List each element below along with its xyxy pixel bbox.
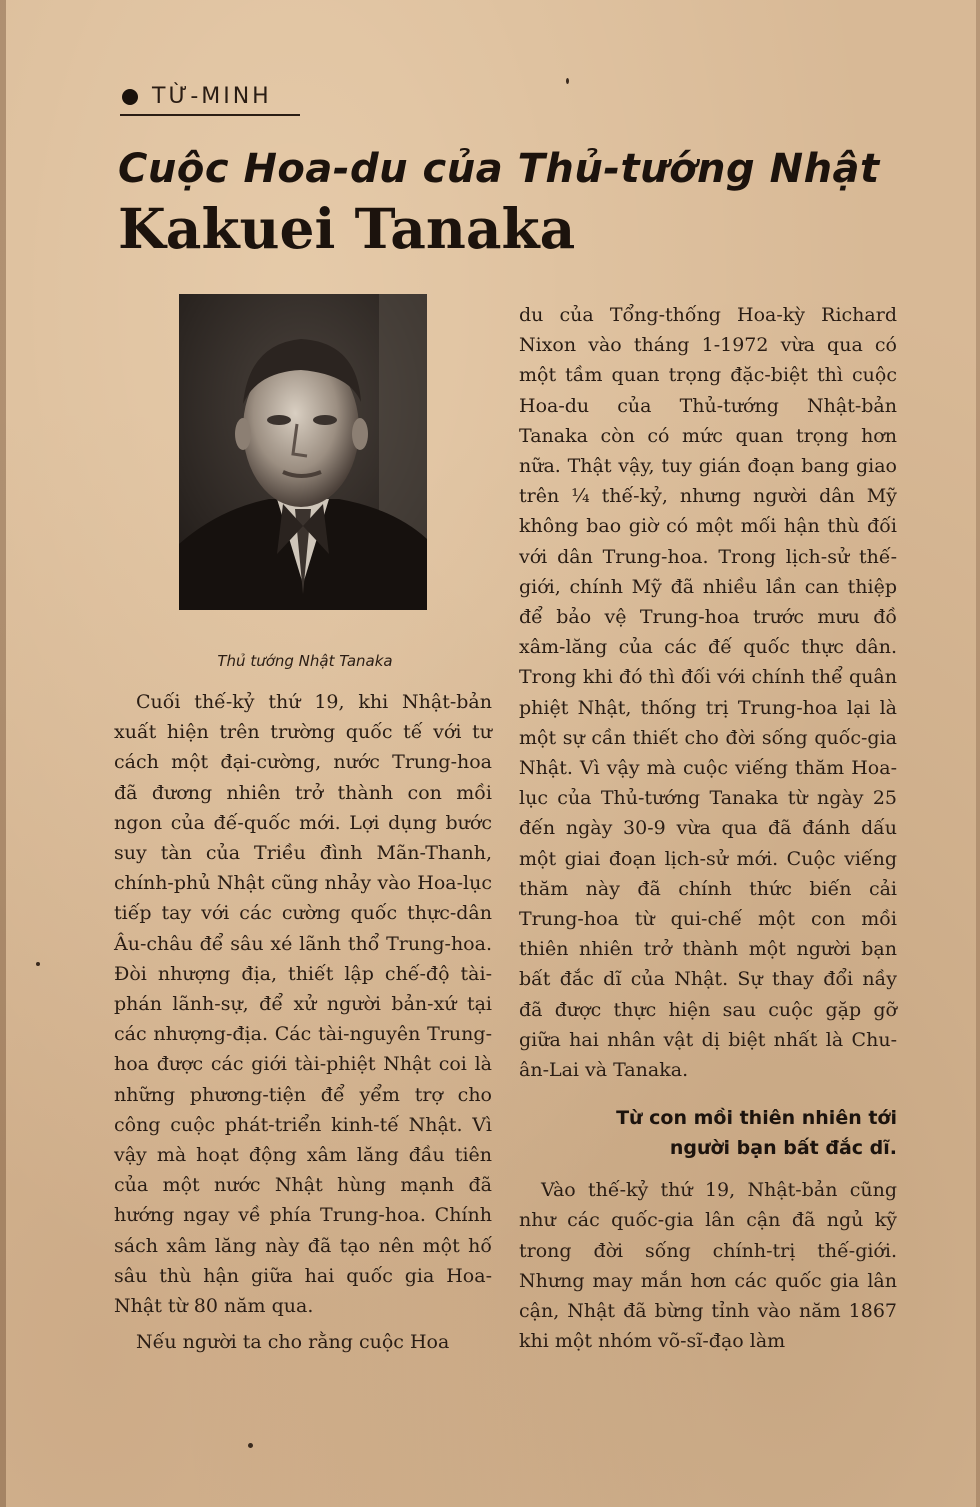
- author-byline: [122, 84, 272, 109]
- article-title-line-1: Cuộc Hoa-du của Thủ-tướng Nhật: [118, 146, 880, 192]
- ink-speck: [36, 962, 40, 966]
- right-paragraph-2: Vào thế-kỷ thứ 19, Nhật-bản cũng như các quốc-gia lân cận đã ngủ kỹ trong đời sống chính-trị thế-giới. Nhưng may mắn hơn các quốc gia lân cận, Nhật đã bừng tỉnh vào năm 1867 khi một nhóm võ-sĩ-đạo làm: [519, 1179, 897, 1353]
- article-title-line-2: Kakuei Tanaka: [118, 196, 576, 261]
- left-paragraph-1: Cuối thế-kỷ thứ 19, khi Nhật-bản xuất hiện trên trường quốc tế với tư cách một đại-cường, nước Trung-hoa đã đương nhiên trở thành con mồi ngon của đế-quốc mới. Lợi dụng bước suy tàn của Triều đình Mãn-Thanh, chính-phủ Nhật cũng nhảy vào Hoa-lục tiếp tay với các cường quốc thực-dân Âu-châu để sâu xé lãnh thổ Trung-hoa. Đòi nhượng địa, thiết lập chế-độ tài-phán lãnh-sự, để xử người bản-xứ tại các nhượng-địa. Các tài-nguyên Trung-hoa được các giới tài-phiệt Nhật coi là những phương-tiện để yểm trợ cho công cuộc phát-triển kinh-tế Nhật. Vì vậy mà hoạt động xâm lăng đầu tiên của một nước Nhật hùng mạnh đã hướng ngay về phía Trung-hoa. Chính sách xâm lăng này đã tạo nên một hố sâu thù hận giữa hai quốc gia Hoa-Nhật từ 80 năm qua.: [114, 691, 492, 1318]
- ink-speck: [248, 1443, 253, 1448]
- left-column: [114, 687, 492, 1357]
- author-underline: [120, 114, 300, 116]
- subheading-line-2: người bạn bất đắc dĩ.: [669, 1137, 897, 1160]
- section-subheading: [519, 1103, 897, 1163]
- subheading-line-1: Từ con mồi thiên nhiên tới: [616, 1107, 897, 1130]
- bullet-dot-icon: [122, 89, 138, 105]
- portrait-image: [179, 294, 427, 610]
- right-column: [519, 300, 897, 1357]
- right-paragraph-1: du của Tổng-thống Hoa-kỳ Richard Nixon vào tháng 1-1972 vừa qua có một tầm quan trọng đặc-biệt thì cuộc Hoa-du của Thủ-tướng Nhật-bản Tanaka còn có mức quan trọng hơn nữa. Thật vậy, tuy gián đoạn bang giao trên ¼ thế-kỷ, nhưng người dân Mỹ không bao giờ có một mối hận thù đối với dân Trung-hoa. Trong lịch-sử thế-giới, chính Mỹ đã nhiều lần can thiệp để bảo vệ Trung-hoa trước mưu đồ xâm-lăng của các đế quốc thực dân. Trong khi đó thì đối với chính thể quân phiệt Nhật, thống trị Trung-hoa lại là một sự cần thiết cho đời sống quốc-gia Nhật. Vì vậy mà cuộc viếng thăm Hoa-lục của Thủ-tướng Tanaka từ ngày 25 đến ngày 30-9 vừa qua đã đánh dấu một giai đoạn lịch-sử mới. Cuộc viếng thăm này đã chính thức biến cải Trung-hoa từ qui-chế một con mồi thiên nhiên trở thành một người bạn bất đắc dĩ của Nhật. Sự thay đổi nầy đã được thực hiện sau cuộc gặp gỡ giữa hai nhân vật dị biệt nhất là Chu-ân-Lai và Tanaka.: [519, 304, 897, 1082]
- left-paragraph-2: Nếu người ta cho rằng cuộc Hoa: [136, 1331, 450, 1354]
- author-name: TỪ-MINH: [152, 84, 272, 109]
- ink-speck: [566, 78, 569, 84]
- photo-caption: Thủ tướng Nhật Tanaka: [217, 652, 393, 670]
- portrait-photo: [179, 294, 427, 610]
